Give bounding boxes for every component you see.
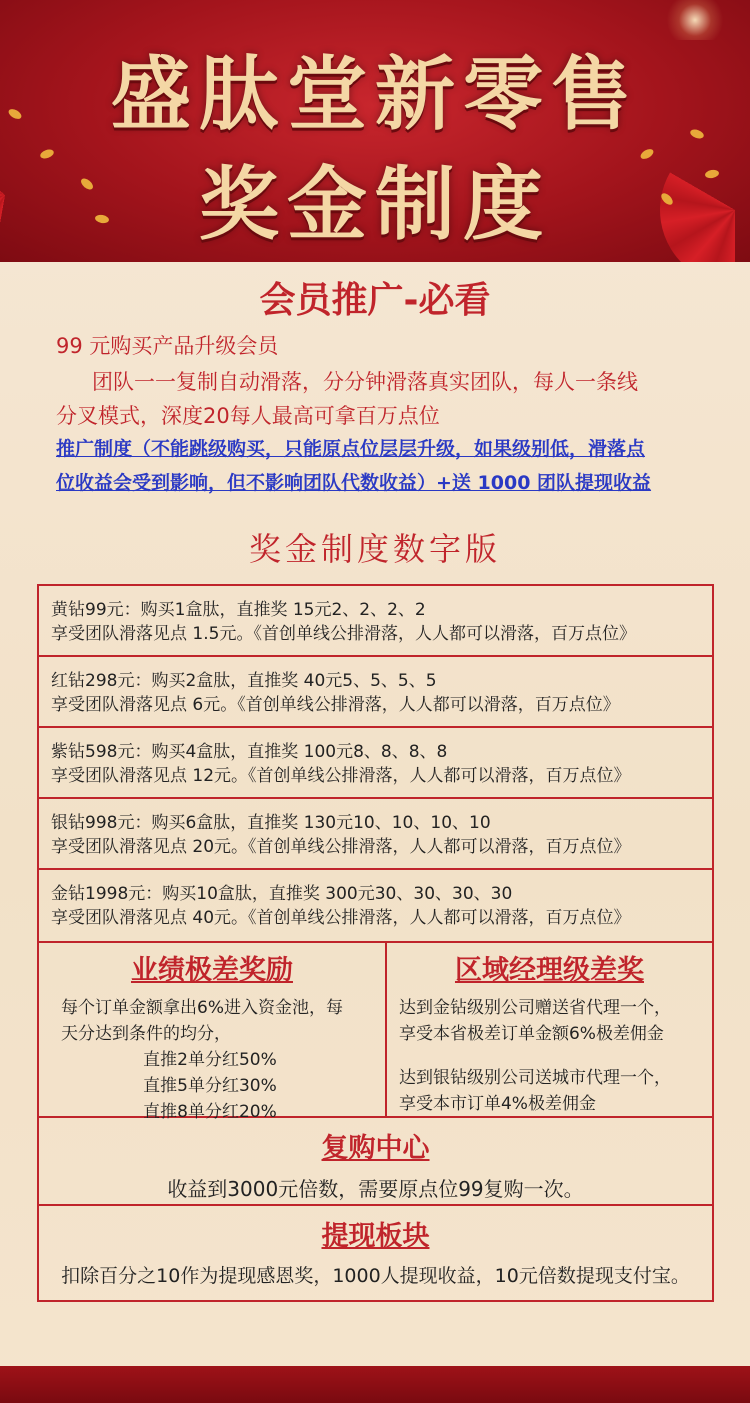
- withdraw-text: 扣除百分之10作为提现感恩奖，1000人提现收益，10元倍数提现支付宝。: [61, 1265, 690, 1287]
- member-promotion-heading: 会员推广-必看: [259, 280, 491, 321]
- tier-purchase-text: 金钻1998元：购买10盒肽，直推奖 300元30、30、30、30: [51, 884, 513, 904]
- main-title-line2: 奖金制度: [199, 157, 551, 251]
- dividend-line: 直推2单分红50%: [143, 1050, 277, 1070]
- tier-benefit-text: 享受团队滑落见点 40元。《首创单线公排滑落，人人都可以滑落，百万点位》: [51, 908, 631, 928]
- member-price-line: 99 元购买产品升级会员: [56, 334, 279, 358]
- regional-manager-text: [387, 987, 712, 1117]
- bonus-split-section: [37, 942, 714, 1122]
- tier-purchase-text: 银钻998元：购买6盒肽，直推奖 130元10、10、10、10: [51, 813, 491, 833]
- digital-version-heading: 奖金制度数字版: [248, 530, 501, 568]
- tier-purchase-text: 黄钻99元：购买1盒肽，直推奖 15元2、2、2、2: [51, 600, 426, 620]
- tier-table: [37, 584, 714, 943]
- tier-row-purple-diamond: [39, 728, 712, 799]
- withdraw-box: [37, 1206, 714, 1302]
- dividend-line: 直推8单分红20%: [143, 1102, 277, 1122]
- performance-bonus-text: [39, 987, 385, 1125]
- tier-row-yellow-diamond: [39, 586, 712, 657]
- performance-text-line: 每个订单金额拿出6%进入资金池，每: [61, 998, 343, 1018]
- tier-row-silver-diamond: [39, 799, 712, 870]
- performance-bonus-box: [39, 942, 387, 1122]
- footer-bar: [0, 1366, 750, 1403]
- team-copy-line: 团队一一复制自动滑落，分分钟滑落真实团队，每人一条线: [92, 370, 638, 394]
- promotion-rule-line1: 推广制度（不能跳级购买，只能原点位层层升级，如果级别低，滑落点: [56, 438, 646, 460]
- tier-benefit-text: 享受团队滑落见点 20元。《首创单线公排滑落，人人都可以滑落，百万点位》: [51, 837, 631, 857]
- regional-text-line: 达到银钻级别公司送城市代理一个，: [398, 1068, 671, 1088]
- header-banner: [0, 0, 750, 262]
- regional-manager-title: 区域经理级差奖: [454, 955, 644, 986]
- tier-purchase-text: 紫钻598元：购买4盒肽，直推奖 100元8、8、8、8: [51, 742, 448, 762]
- tier-benefit-text: 享受团队滑落见点 1.5元。《首创单线公排滑落，人人都可以滑落，百万点位》: [51, 624, 636, 644]
- tier-row-gold-diamond: [39, 870, 712, 941]
- repurchase-center-text: 收益到3000元倍数，需要原点位99复购一次。: [167, 1177, 584, 1201]
- withdraw-title: 提现板块: [321, 1221, 430, 1252]
- promotion-rule-line2: 位收益会受到影响，但不影响团队代数收益）+送 1000 团队提现收益: [56, 472, 652, 494]
- tier-row-red-diamond: [39, 657, 712, 728]
- performance-text-line: 天分达到条件的均分，: [61, 1024, 231, 1044]
- tier-benefit-text: 享受团队滑落见点 12元。《首创单线公排滑落，人人都可以滑落，百万点位》: [51, 766, 631, 786]
- dividend-line: 直推5单分红30%: [143, 1076, 277, 1096]
- regional-manager-box: [387, 942, 712, 1116]
- performance-bonus-title: 业绩极差奖励: [130, 955, 293, 986]
- regional-text-line: 达到金钻级别公司赠送省代理一个，: [398, 998, 671, 1018]
- regional-text-line: 享受本省极差订单金额6%极差佣金: [398, 1024, 664, 1044]
- repurchase-center-box: [37, 1118, 714, 1206]
- tier-purchase-text: 红钻298元：购买2盒肽，直推奖 40元5、5、5、5: [51, 671, 437, 691]
- main-title-line1: 盛肽堂新零售: [111, 47, 639, 141]
- tier-benefit-text: 享受团队滑落见点 6元。《首创单线公排滑落，人人都可以滑落，百万点位》: [51, 695, 620, 715]
- repurchase-center-title: 复购中心: [321, 1133, 430, 1164]
- branch-mode-line: 分叉模式，深度20每人最高可拿百万点位: [56, 404, 440, 428]
- regional-text-line: 享受本市订单4%极差佣金: [398, 1094, 596, 1114]
